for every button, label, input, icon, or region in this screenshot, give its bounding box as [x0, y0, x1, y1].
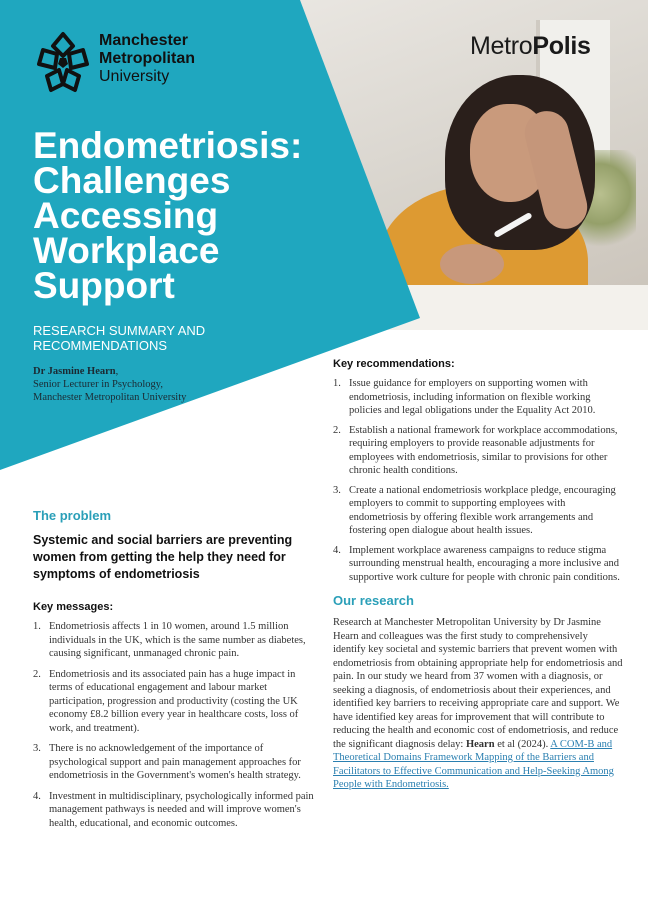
list-number: 4.	[33, 790, 41, 802]
list-text: Implement workplace awareness campaigns to reduce stigma surrounding menstrual health, encouraging a more inclusive and supportive work culture for people with chronic pain conditions.	[349, 544, 620, 583]
research-body	[333, 616, 623, 792]
key-messages-heading: Key messages:	[33, 601, 114, 613]
metropolis-brand	[470, 32, 591, 61]
list-number: 2.	[333, 424, 341, 436]
list-item	[33, 620, 317, 661]
brand-part-1: Metro	[470, 32, 533, 60]
mmu-logo	[33, 30, 195, 94]
list-item	[33, 742, 317, 783]
author-name: Dr Jasmine Hearn	[33, 366, 116, 377]
research-heading: Our research	[333, 593, 414, 608]
logo-line-2: Metropolitan	[99, 50, 195, 67]
research-text: Research at Manchester Metropolitan University by Dr Jasmine Hearn and colleagues was the first study to comprehensively identify key societal and systemic barriers that prevent women with endometriosis from obtaining appropriate help for endometriosis and pain. In our study we heard from 37 women with a diagnosis, or seeking a diagnosis, of endometriosis about their experiences, and identified key barriers to receiving appropriate care and support. We have identified key areas for improvement that will contribute to reducing the health and economic cost of endometriosis, and reduce the significant diagnosis delay:	[333, 617, 623, 750]
problem-statement: Systemic and social barriers are preventing women from getting the help they need for symptoms of endometriosis	[33, 533, 293, 581]
list-item	[333, 484, 623, 538]
list-item	[333, 544, 623, 585]
left-column	[33, 508, 317, 837]
key-recommendations-list	[333, 377, 623, 584]
logo-line-3: University	[99, 68, 170, 85]
title-line: Accessing	[33, 195, 219, 236]
list-item	[333, 424, 623, 478]
list-number: 1.	[333, 378, 341, 389]
key-messages-list	[33, 620, 317, 830]
list-text: Issue guidance for employers on supporting women with endometriosis, including information on flexible working policies and legal obligations under the Equality Act 2010.	[349, 378, 596, 416]
page-title	[33, 125, 353, 306]
subtitle: RESEARCH SUMMARY AND RECOMMENDATIONS	[33, 323, 206, 353]
key-recommendations-heading: Key recommendations:	[333, 358, 455, 370]
list-item	[33, 668, 317, 736]
citation-author: Hearn	[465, 738, 495, 750]
citation-rest: et al (2024).	[494, 738, 551, 750]
logo-text	[99, 32, 195, 86]
list-text: Endometriosis and its associated pain has a huge impact in terms of educational engagement and labour market participation, progression and productivity (costing the UK economy £8.2 billion every year in healthcare costs, loss of work, and treatment).	[49, 668, 299, 734]
right-column	[333, 358, 623, 792]
author-role: Senior Lecturer in Psychology,	[33, 379, 163, 390]
list-text: Establish a national framework for workplace accommodations, requiring employers to provide reasonable adjustments for employees with endometriosis, similar to provisions for other chronic health conditions.	[349, 424, 618, 476]
list-text: Investment in multidisciplinary, psychologically informed pain management pathways is needed and will improve women's health, educational, and economic outcomes.	[49, 790, 314, 829]
author-affiliation: Manchester Metropolitan University	[33, 392, 187, 403]
list-number: 1.	[33, 621, 41, 632]
title-line: Challenges	[33, 160, 231, 201]
list-text: Create a national endometriosis workplace pledge, encouraging employers to commit to supporting employees with endometriosis by offering flexible work arrangements and fostering open dialogue about health issues.	[349, 484, 616, 536]
mmu-flower-logo-icon	[33, 30, 93, 94]
list-text: Endometriosis affects 1 in 10 women, around 1.5 million individuals in the UK, which is the same number as diabetes, causing significant, unmanaged chronic pain.	[49, 621, 306, 659]
title-line: Workplace	[33, 230, 220, 271]
problem-heading: The problem	[33, 508, 112, 523]
author-block: Dr Jasmine Hearn, Senior Lecturer in Psychology, Manchester Metropolitan University	[33, 365, 233, 404]
title-line: Support	[33, 265, 175, 306]
logo-line-1: Manchester	[99, 32, 188, 49]
title-line: Endometriosis:	[33, 125, 303, 166]
list-number: 3.	[333, 484, 341, 496]
list-number: 3.	[33, 743, 41, 754]
list-number: 2.	[33, 668, 41, 680]
list-number: 4.	[333, 544, 341, 556]
list-item	[333, 377, 623, 418]
brand-part-2: Polis	[532, 32, 591, 60]
list-text: There is no acknowledgement of the importance of psychological support and pain management approaches for endometriosis in the Government's women's health strategy.	[49, 743, 301, 781]
list-item	[33, 790, 317, 831]
paper-link[interactable]: A COM-B and Theoretical Domains Framework Mapping of the Barriers and Facilitators to Effective Communication and Help-Seeking Among People with Endometriosis.	[333, 738, 614, 790]
